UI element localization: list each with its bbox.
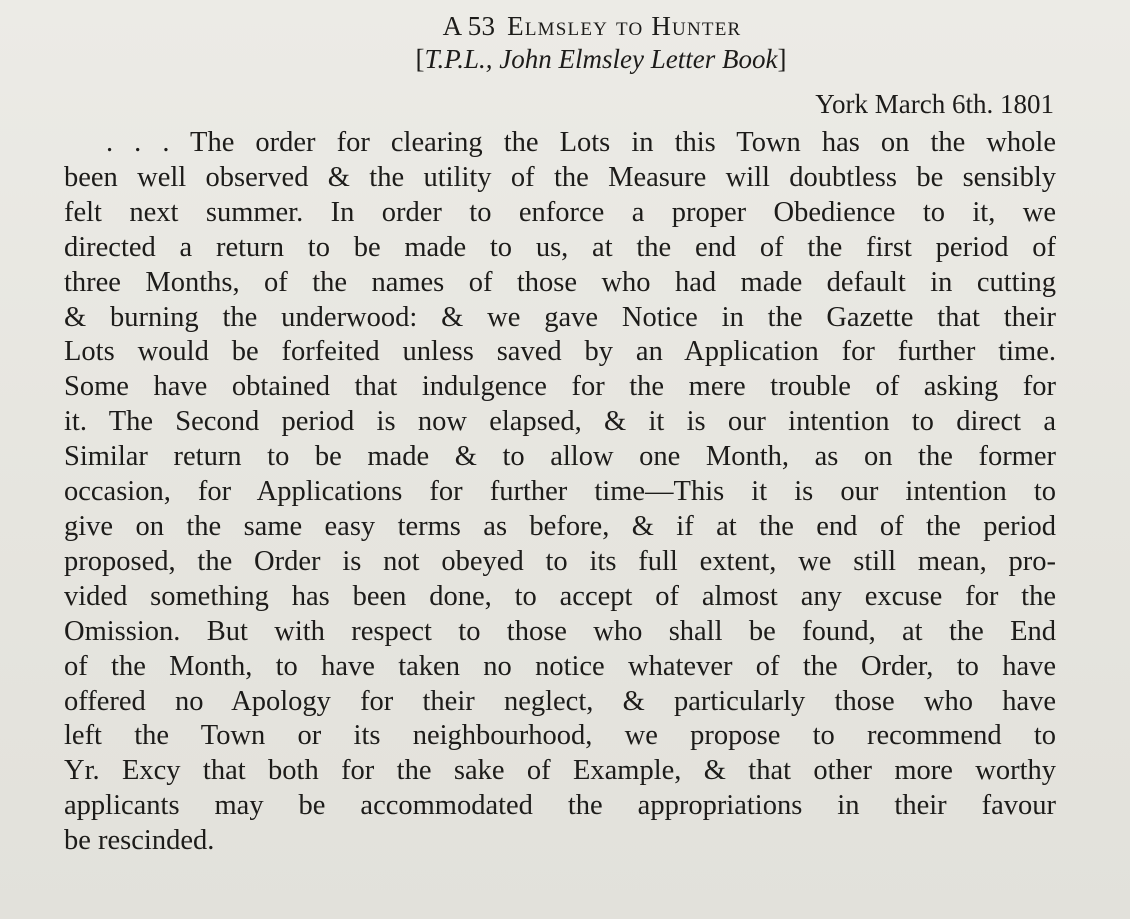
body-line: applicants may be accommodated the appropriations in their favour (64, 790, 1056, 822)
source-open-bracket: [ (415, 44, 425, 74)
source-close-bracket: ] (777, 44, 787, 74)
body-line: be rescinded. (64, 825, 215, 857)
body-line: Yr. Excy that both for the sake of Example, & that other more worthy (64, 755, 1056, 787)
body-line: . . . The order for clearing the Lots in this Town has on the whole (106, 127, 1056, 158)
body-line: Some have obtained that indulgence for the mere trouble of asking for (64, 371, 1056, 403)
body-line: proposed, the Order is not obeyed to its full extent, we still mean, pro- (64, 545, 1056, 577)
body-line: & burning the underwood: & we gave Notice in the Gazette that their (64, 301, 1056, 333)
body-line: vided something has been done, to accept of almost any excuse for the (64, 580, 1056, 612)
body-line: offered no Apology for their neglect, & particularly those who have (64, 685, 1056, 717)
letter-dateline: York March 6th. 1801 (815, 89, 1054, 119)
body-line: of the Month, to have taken no notice whatever of the Order, to have (64, 650, 1056, 682)
body-line: Omission. But with respect to those who shall be found, at the End (64, 615, 1056, 647)
body-line: give on the same easy terms as before, & if at the end of the period (64, 510, 1056, 542)
body-line: left the Town or its neighbourhood, we propose to recommend to (64, 720, 1056, 752)
document-source (146, 42, 1056, 76)
document-page (64, 10, 1056, 859)
body-line: been well observed & the utility of the Measure will doubtless be sensibly (64, 161, 1056, 193)
document-number: A 53 (442, 11, 496, 41)
document-heading (128, 10, 1056, 42)
body-line: directed a return to be made to us, at the end of the first period of (64, 231, 1056, 263)
letter-body (64, 126, 1056, 859)
body-line: Similar return to be made & to allow one Month, as on the former (64, 441, 1056, 473)
body-line: occasion, for Applications for further time—This it is our intention to (64, 476, 1056, 508)
document-title: Elmsley to Hunter (507, 11, 742, 41)
body-line: it. The Second period is now elapsed, & it is our intention to direct a (64, 406, 1056, 438)
source-citation: T.P.L., John Elmsley Letter Book (424, 44, 778, 74)
body-line: Lots would be forfeited unless saved by an Application for further time. (64, 336, 1056, 368)
body-line: three Months, of the names of those who had made default in cutting (64, 266, 1056, 298)
body-line: felt next summer. In order to enforce a proper Obedience to it, we (64, 196, 1056, 228)
